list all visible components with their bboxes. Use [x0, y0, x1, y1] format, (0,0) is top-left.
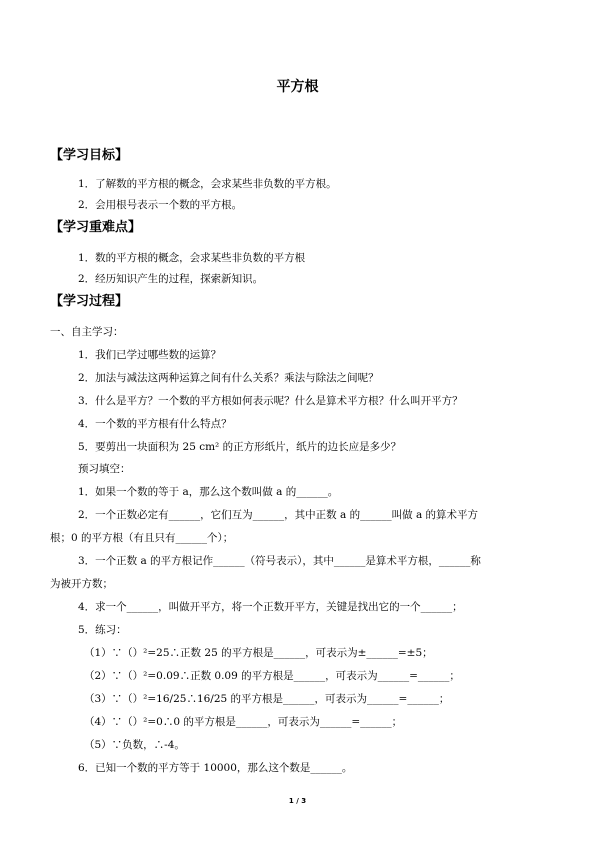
preview-fill-heading: 预习填空： — [78, 463, 131, 475]
fill-item: 4．求一个______，叫做开平方，将一个正数开平方，关键是找出它的一个______； — [78, 601, 463, 613]
process-question: 5．要剪出一块面积为 25 cm² 的正方形纸片，纸片的边长应是多少？ — [78, 441, 402, 453]
page-title: 平方根 — [276, 79, 319, 95]
fill-item: 6．已知一个数的平方等于 10000，那么这个数是______。 — [78, 762, 353, 774]
page-number: 1 / 3 — [288, 797, 307, 805]
process-question: 4．一个数的平方根有什么特点？ — [78, 418, 232, 430]
fill-item-continuation: 为被开方数； — [50, 578, 113, 590]
process-question: 2．加法与减法这两种运算之间有什么关系？乘法与除法之间呢？ — [78, 372, 379, 384]
fill-item: 1．如果一个数的等于 a，那么这个数叫做 a 的______。 — [78, 486, 339, 498]
exercise-item: （3）∵（）²=16/25∴16/25 的平方根是______，可表示为______=______； — [84, 693, 450, 705]
exercise-item: （2）∵（）²=0.09∴正数 0.09 的平方根是______，可表示为______=______； — [84, 670, 460, 682]
exercise-item: （1）∵（）²=25∴正数 25 的平方根是______，可表示为±______=±5； — [84, 647, 433, 659]
exercise-heading: 5．练习： — [78, 624, 127, 636]
process-question: 1．我们已学过哪些数的运算？ — [78, 349, 222, 361]
section-heading-goals: 【学习目标】 — [50, 148, 129, 163]
key-point-item: 1．数的平方根的概念，会求某些非负数的平方根 — [78, 252, 306, 264]
fill-item: 2．一个正数必定有______，它们互为______，其中正数 a 的______叫做 a 的算术平方 — [78, 509, 479, 521]
section-heading-process: 【学习过程】 — [50, 294, 129, 309]
key-point-item: 2．经历知识产生的过程，探索新知识。 — [78, 273, 264, 285]
exercise-item: （5）∵负数，∴-4。 — [84, 739, 185, 751]
fill-item: 3．一个正数 a 的平方根记作______（符号表示），其中______是算术平方根，______称 — [78, 555, 481, 567]
fill-item-continuation: 根；0 的平方根（有且只有______个）； — [50, 532, 234, 544]
exercise-item: （4）∵（）²=0∴0 的平方根是______，可表示为______=______； — [84, 716, 403, 728]
process-question: 3．什么是平方？一个数的平方根如何表示呢？什么是算术平方根？什么叫开平方？ — [78, 395, 463, 407]
section-heading-key-points: 【学习重难点】 — [50, 220, 142, 235]
goal-item: 1．了解数的平方根的概念，会求某些非负数的平方根。 — [78, 178, 337, 190]
goal-item: 2．会用根号表示一个数的平方根。 — [78, 199, 243, 211]
process-subtitle: 一、自主学习： — [50, 326, 124, 338]
